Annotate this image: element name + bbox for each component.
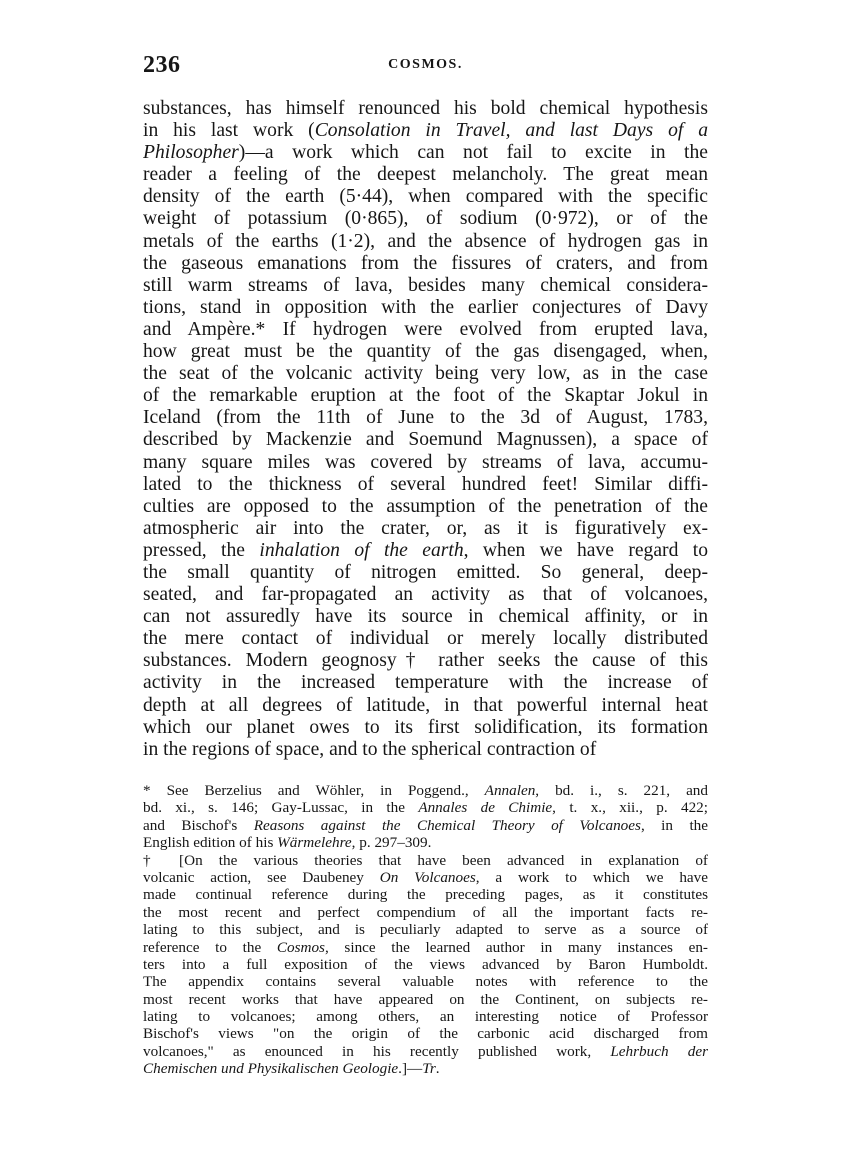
footnote-line: † [On the various theories that have been advanced in explanation of bbox=[143, 851, 708, 869]
body-line: tions, stand in opposition with the earlier conjectures of Davy bbox=[143, 296, 708, 318]
body-line: how great must be the quantity of the gas disengaged, when, bbox=[143, 341, 708, 363]
page-header bbox=[143, 52, 708, 82]
footnote-line: Chemischen und Physikalischen Geologie.]—Tr. bbox=[143, 1060, 440, 1078]
body-line: pressed, the inhalation of the earth, when we have regard to bbox=[143, 539, 708, 561]
footnote-line: reference to the Cosmos, since the learned author in many instances en- bbox=[143, 938, 708, 956]
body-line: density of the earth (5·44), when compared with the specific bbox=[143, 186, 708, 208]
body-line: seated, and far-propagated an activity as that of volcanoes, bbox=[143, 584, 708, 606]
body-line: Philosopher)—a work which can not fail to excite in the bbox=[143, 142, 708, 164]
body-line: described by Mackenzie and Soemund Magnussen), a space of bbox=[143, 429, 708, 451]
footnotes bbox=[143, 782, 708, 1078]
footnote-line: the most recent and perfect compendium of all the important facts re- bbox=[143, 903, 708, 921]
body-line: reader a feeling of the deepest melancholy. The great mean bbox=[143, 164, 708, 186]
body-line: the small quantity of nitrogen emitted. So general, deep- bbox=[143, 561, 708, 583]
body-line: still warm streams of lava, besides many chemical considera- bbox=[143, 274, 708, 296]
footnote-line: volcanoes," as enounced in his recently published work, Lehrbuch der bbox=[143, 1042, 708, 1060]
body-line: activity in the increased temperature with the increase of bbox=[143, 672, 708, 694]
body-line: atmospheric air into the crater, or, as it is figuratively ex- bbox=[143, 517, 708, 539]
body-line: metals of the earths (1·2), and the absence of hydrogen gas in bbox=[143, 230, 708, 252]
body-line: can not assuredly have its source in chemical affinity, or in bbox=[143, 606, 708, 628]
body-line: which our planet owes to its first solidification, its formation bbox=[143, 716, 708, 738]
footnote-line: English edition of his Wärmelehre, p. 297–309. bbox=[143, 834, 432, 852]
body-line: lated to the thickness of several hundred feet! Similar diffi- bbox=[143, 473, 708, 495]
page-number: 236 bbox=[143, 52, 181, 78]
footnote-line: The appendix contains several valuable notes with reference to the bbox=[143, 973, 708, 991]
body-line: in the regions of space, and to the spherical contraction of bbox=[143, 738, 597, 760]
footnote-line: lating to volcanoes; among others, an interesting notice of Professor bbox=[143, 1008, 708, 1026]
body-line: substances. Modern geognosy† rather seeks the cause of this bbox=[143, 650, 708, 672]
body-line: culties are opposed to the assumption of the penetration of the bbox=[143, 495, 708, 517]
body-line: depth at all degrees of latitude, in that powerful internal heat bbox=[143, 694, 708, 716]
footnote-line: volcanic action, see Daubeney On Volcanoes, a work to which we have bbox=[143, 868, 708, 886]
body-line: in his last work (Consolation in Travel, and last Days of a bbox=[143, 120, 708, 142]
footnote-line: ters into a full exposition of the views advanced by Baron Humboldt. bbox=[143, 955, 708, 973]
footnote-line: lating to this subject, and is peculiarly adapted to serve as a source of bbox=[143, 921, 708, 939]
running-head: COSMOS. bbox=[388, 57, 463, 72]
footnote-line: made continual reference during the preceding pages, as it constitutes bbox=[143, 886, 708, 904]
body-line: of the remarkable eruption at the foot of the Skaptar Jokul in bbox=[143, 385, 708, 407]
body-line: weight of potassium (0·865), of sodium (0·972), or of the bbox=[143, 208, 708, 230]
body-line: Iceland (from the 11th of June to the 3d of August, 1783, bbox=[143, 407, 708, 429]
body-line: the seat of the volcanic activity being very low, as in the case bbox=[143, 363, 708, 385]
body-line: and Ampère.* If hydrogen were evolved from erupted lava, bbox=[143, 318, 708, 340]
footnote-line: and Bischof's Reasons against the Chemical Theory of Volcanoes, in the bbox=[143, 816, 708, 834]
footnote-line: most recent works that have appeared on the Continent, on subjects re- bbox=[143, 990, 708, 1008]
body-line: substances, has himself renounced his bold chemical hypothesis bbox=[143, 98, 708, 119]
footnote-line: bd. xi., s. 146; Gay-Lussac, in the Annales de Chimie, t. x., xii., p. 422; bbox=[143, 799, 708, 817]
body-line: the mere contact of individual or merely locally distributed bbox=[143, 628, 708, 650]
body-text bbox=[143, 98, 708, 761]
footnote-line: * See Berzelius and Wöhler, in Poggend., Annalen, bd. i., s. 221, and bbox=[143, 782, 708, 799]
body-line: many square miles was covered by streams of lava, accumu- bbox=[143, 451, 708, 473]
footnote-line: Bischof's views "on the origin of the carbonic acid discharged from bbox=[143, 1025, 708, 1043]
body-line: the gaseous emanations from the fissures of craters, and from bbox=[143, 252, 708, 274]
